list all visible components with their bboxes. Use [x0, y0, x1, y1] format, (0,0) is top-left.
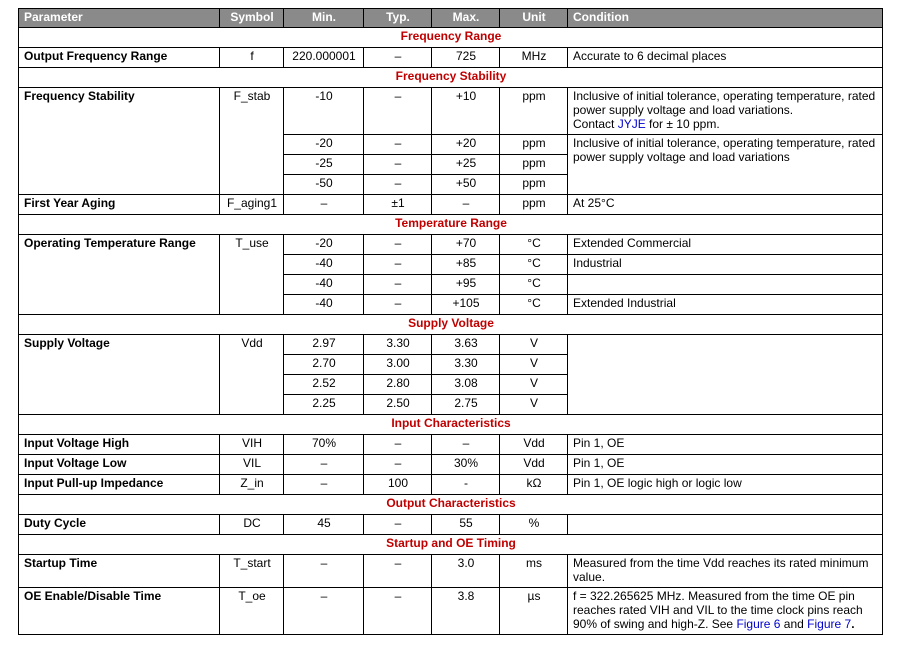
table-row: [19, 475, 883, 495]
section-input-characteristics: Input Characteristics: [19, 415, 883, 435]
typ-cell: –: [364, 135, 432, 155]
table-row: [19, 88, 883, 135]
typ-cell: –: [364, 155, 432, 175]
condition-cell: Pin 1, OE: [568, 455, 883, 475]
section-supply-voltage: Supply Voltage: [19, 315, 883, 335]
max-cell: 3.30: [432, 355, 500, 375]
symbol-cell: F_aging1: [220, 195, 284, 215]
unit-cell: °C: [500, 295, 568, 315]
typ-cell: –: [364, 295, 432, 315]
condition-cell: Accurate to 6 decimal places: [568, 48, 883, 68]
condition-cell: Industrial: [568, 255, 883, 275]
max-cell: -: [432, 475, 500, 495]
max-cell: 55: [432, 515, 500, 535]
typ-cell: –: [364, 235, 432, 255]
condition-cell: [568, 88, 883, 135]
min-cell: –: [284, 455, 364, 475]
symbol-cell: DC: [220, 515, 284, 535]
table-row: [19, 435, 883, 455]
typ-cell: –: [364, 435, 432, 455]
header-max: Max.: [432, 9, 500, 28]
typ-cell: 2.80: [364, 375, 432, 395]
condition-contact-suffix: for ± 10 ppm.: [645, 117, 720, 131]
typ-cell: –: [364, 555, 432, 588]
header-parameter: Parameter: [19, 9, 220, 28]
param-input-pullup-impedance: Input Pull-up Impedance: [19, 475, 220, 495]
symbol-cell: T_start: [220, 555, 284, 588]
min-cell: –: [284, 195, 364, 215]
table-row: [19, 48, 883, 68]
unit-cell: Vdd: [500, 455, 568, 475]
unit-cell: %: [500, 515, 568, 535]
symbol-cell: VIL: [220, 455, 284, 475]
min-cell: 2.52: [284, 375, 364, 395]
condition-cell: Inclusive of initial tolerance, operating temperature, rated power supply voltage and load variations: [568, 135, 883, 195]
header-unit: Unit: [500, 9, 568, 28]
table-row: [19, 555, 883, 588]
unit-cell: V: [500, 395, 568, 415]
unit-cell: V: [500, 375, 568, 395]
param-input-voltage-low: Input Voltage Low: [19, 455, 220, 475]
symbol-cell: T_use: [220, 235, 284, 315]
table-row: [19, 455, 883, 475]
typ-cell: 3.30: [364, 335, 432, 355]
min-cell: -40: [284, 275, 364, 295]
max-cell: 3.63: [432, 335, 500, 355]
min-cell: -25: [284, 155, 364, 175]
min-cell: –: [284, 475, 364, 495]
unit-cell: ppm: [500, 88, 568, 135]
condition-cell: Extended Industrial: [568, 295, 883, 315]
unit-cell: kΩ: [500, 475, 568, 495]
condition-cell: At 25°C: [568, 195, 883, 215]
section-row: [19, 68, 883, 88]
min-cell: –: [284, 555, 364, 588]
unit-cell: MHz: [500, 48, 568, 68]
symbol-cell: F_stab: [220, 88, 284, 195]
condition-period: .: [851, 617, 855, 631]
header-typ: Typ.: [364, 9, 432, 28]
header-condition: Condition: [568, 9, 883, 28]
condition-cell: [568, 335, 883, 415]
unit-cell: °C: [500, 275, 568, 295]
symbol-cell: f: [220, 48, 284, 68]
condition-cell: [568, 275, 883, 295]
max-cell: –: [432, 195, 500, 215]
max-cell: +105: [432, 295, 500, 315]
condition-text: f = 322.265625 MHz. Measured from the time OE pin reaches rated VIH and VIL to the time clock pins reach 90% of swing and high-Z. See: [573, 589, 863, 631]
section-row: [19, 215, 883, 235]
unit-cell: ppm: [500, 195, 568, 215]
typ-cell: –: [364, 175, 432, 195]
unit-cell: ppm: [500, 155, 568, 175]
min-cell: 70%: [284, 435, 364, 455]
typ-cell: ±1: [364, 195, 432, 215]
section-row: [19, 315, 883, 335]
param-input-voltage-high: Input Voltage High: [19, 435, 220, 455]
max-cell: 30%: [432, 455, 500, 475]
max-cell: +95: [432, 275, 500, 295]
typ-cell: –: [364, 255, 432, 275]
min-cell: 2.70: [284, 355, 364, 375]
min-cell: -40: [284, 295, 364, 315]
unit-cell: ms: [500, 555, 568, 588]
unit-cell: °C: [500, 255, 568, 275]
typ-cell: –: [364, 515, 432, 535]
max-cell: 3.0: [432, 555, 500, 588]
section-row: [19, 28, 883, 48]
section-frequency-range: Frequency Range: [19, 28, 883, 48]
param-supply-voltage: Supply Voltage: [19, 335, 220, 415]
section-row: [19, 415, 883, 435]
table-row: [19, 235, 883, 255]
min-cell: –: [284, 588, 364, 635]
header-row: [19, 9, 883, 28]
param-output-frequency: Output Frequency Range: [19, 48, 220, 68]
typ-cell: –: [364, 455, 432, 475]
max-cell: 725: [432, 48, 500, 68]
unit-cell: V: [500, 355, 568, 375]
jyje-link[interactable]: JYJE: [617, 117, 646, 131]
header-symbol: Symbol: [220, 9, 284, 28]
max-cell: +50: [432, 175, 500, 195]
typ-cell: 100: [364, 475, 432, 495]
condition-cell: [568, 588, 883, 635]
symbol-cell: Z_in: [220, 475, 284, 495]
max-cell: +10: [432, 88, 500, 135]
section-startup-oe-timing: Startup and OE Timing: [19, 535, 883, 555]
condition-text: Inclusive of initial tolerance, operating temperature, rated power supply voltage and load variations.: [573, 89, 876, 117]
condition-cell: Pin 1, OE logic high or logic low: [568, 475, 883, 495]
condition-contact-prefix: Contact: [573, 117, 618, 131]
typ-cell: –: [364, 88, 432, 135]
symbol-cell: VIH: [220, 435, 284, 455]
param-oe-enable-disable-time: OE Enable/Disable Time: [19, 588, 220, 635]
unit-cell: ppm: [500, 135, 568, 155]
max-cell: 3.8: [432, 588, 500, 635]
min-cell: -50: [284, 175, 364, 195]
param-frequency-stability: Frequency Stability: [19, 88, 220, 195]
table-row: [19, 588, 883, 635]
min-cell: -40: [284, 255, 364, 275]
section-row: [19, 535, 883, 555]
condition-cell: Measured from the time Vdd reaches its rated minimum value.: [568, 555, 883, 588]
typ-cell: 3.00: [364, 355, 432, 375]
unit-cell: µs: [500, 588, 568, 635]
max-cell: +25: [432, 155, 500, 175]
min-cell: -10: [284, 88, 364, 135]
figure-7-link[interactable]: Figure 7: [807, 617, 852, 631]
typ-cell: –: [364, 275, 432, 295]
section-row: [19, 495, 883, 515]
typ-cell: –: [364, 588, 432, 635]
table-row: [19, 195, 883, 215]
condition-cell: [568, 515, 883, 535]
section-frequency-stability: Frequency Stability: [19, 68, 883, 88]
condition-cell: Extended Commercial: [568, 235, 883, 255]
param-startup-time: Startup Time: [19, 555, 220, 588]
table-row: [19, 335, 883, 355]
min-cell: 2.25: [284, 395, 364, 415]
param-operating-temperature: Operating Temperature Range: [19, 235, 220, 315]
spec-table-container: [18, 8, 883, 635]
param-duty-cycle: Duty Cycle: [19, 515, 220, 535]
symbol-cell: T_oe: [220, 588, 284, 635]
condition-cell: Pin 1, OE: [568, 435, 883, 455]
param-first-year-aging: First Year Aging: [19, 195, 220, 215]
min-cell: 45: [284, 515, 364, 535]
min-cell: 220.000001: [284, 48, 364, 68]
max-cell: –: [432, 435, 500, 455]
figure-6-link[interactable]: Figure 6: [736, 617, 781, 631]
unit-cell: ppm: [500, 175, 568, 195]
unit-cell: °C: [500, 235, 568, 255]
max-cell: +70: [432, 235, 500, 255]
section-output-characteristics: Output Characteristics: [19, 495, 883, 515]
unit-cell: V: [500, 335, 568, 355]
header-min: Min.: [284, 9, 364, 28]
typ-cell: 2.50: [364, 395, 432, 415]
condition-text-and: and: [780, 617, 808, 631]
typ-cell: –: [364, 48, 432, 68]
symbol-cell: Vdd: [220, 335, 284, 415]
section-temperature-range: Temperature Range: [19, 215, 883, 235]
min-cell: 2.97: [284, 335, 364, 355]
unit-cell: Vdd: [500, 435, 568, 455]
min-cell: -20: [284, 235, 364, 255]
max-cell: 3.08: [432, 375, 500, 395]
max-cell: +20: [432, 135, 500, 155]
table-row: [19, 515, 883, 535]
max-cell: 2.75: [432, 395, 500, 415]
max-cell: +85: [432, 255, 500, 275]
electrical-spec-table: [18, 8, 883, 635]
min-cell: -20: [284, 135, 364, 155]
